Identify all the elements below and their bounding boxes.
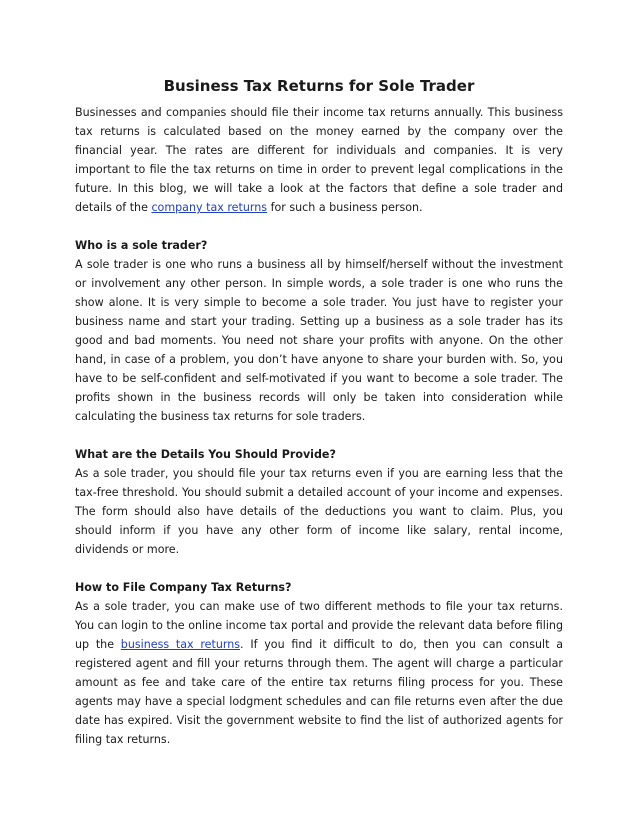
section-body-sole-trader: A sole trader is one who runs a business all by himself/herself without the investment or involvement any other person. In simple words, a sole trader is one who runs the show alone. It is very simple to become a sole trader. You just have to register your business name and start your trading. Setting up a business as a sole trader has its good and bad moments. You need not share your profits with anyone. On the other hand, in case of a problem, you don’t have anyone to share your burden with. So, you have to be self-confident and self-motivated if you want to become a sole trader. The profits shown in the business records will only be taken into consideration while calculating the business tax returns for sole traders. [75,258,563,423]
section-body-details: As a sole trader, you should file your tax returns even if you are earning less that the tax-free threshold. You should submit a detailed account of your income and expenses. The form should also have details of the deductions you want to claim. Plus, you should inform if you have any other form of income like salary, rental income, dividends or more. [75,467,563,556]
section-heading-how-to-file: How to File Company Tax Returns? [75,581,292,594]
section-heading-sole-trader: Who is a sole trader? [75,239,208,252]
document-page [75,76,563,749]
intro-text-before-link: Businesses and companies should file their income tax returns annually. This business tax returns is calculated based on the money earned by the company over the financial year. The rates are different for individuals and companies. It is very important to file the tax returns on time in order to prevent legal complications in the future. In this blog, we will take a look at the factors that define a sole trader and details of the [75,106,563,214]
document-title: Business Tax Returns for Sole Trader [163,77,475,95]
section-heading-details: What are the Details You Should Provide? [75,448,336,461]
how-to-file-text-after-link: . If you find it difficult to do, then you can consult a registered agent and fill your returns through them. The agent will charge a particular amount as fee and take care of the entire tax returns filing process for you. These agents may have a special lodgment schedules and can file returns even after the due date has expired. Visit the government website to find the list of authorized agents for filing tax returns. [75,638,563,746]
business-tax-returns-link[interactable]: business tax returns [120,638,241,651]
how-to-file-text-before-link: As a sole trader, you can make use of two different methods to file your tax returns. You can login to the online income tax portal and provide the relevant data before filing up the [75,600,563,651]
company-tax-returns-link[interactable]: company tax returns [151,201,268,214]
section-body-how-to-file [75,597,563,749]
intro-paragraph [75,103,563,217]
intro-text-after-link: for such a business person. [267,201,423,214]
